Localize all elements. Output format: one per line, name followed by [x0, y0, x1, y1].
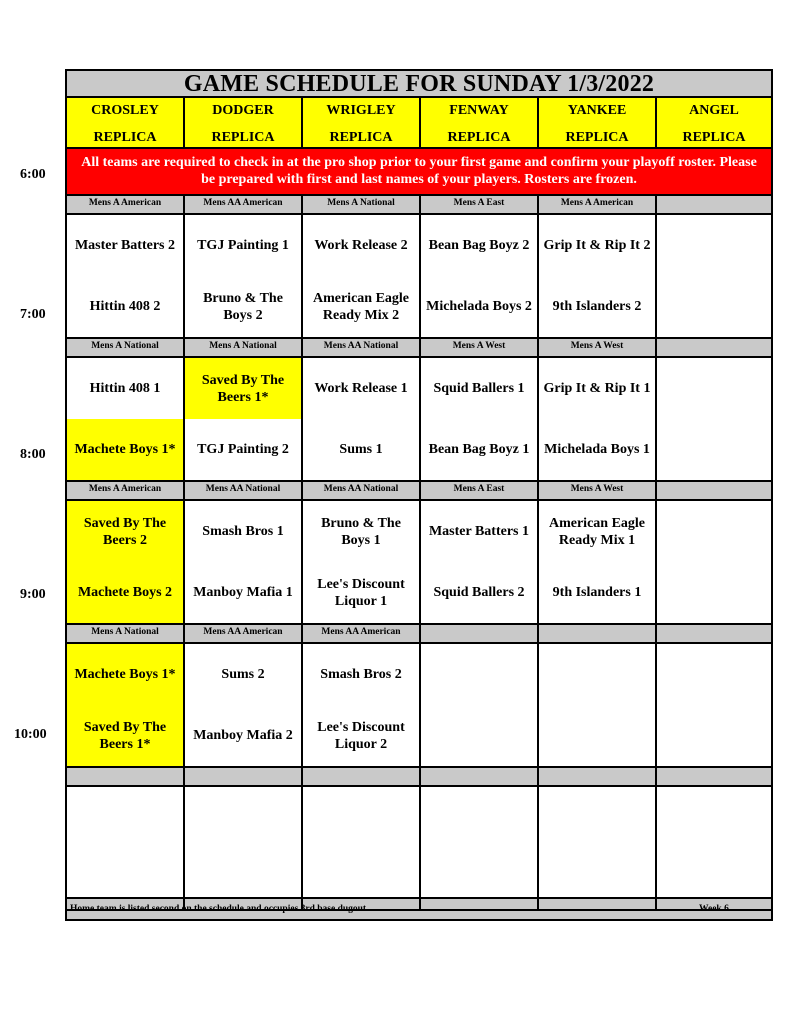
game-cell-away [421, 787, 539, 848]
game-cell-away [421, 215, 539, 276]
game-cell-away [657, 787, 771, 848]
field-subtitle: REPLICA [447, 130, 511, 145]
division-label: Mens AA American [303, 625, 421, 642]
schedule-title: GAME SCHEDULE FOR SUNDAY 1/3/2022 [67, 71, 771, 98]
team-name: Saved By The Beers 1* [201, 372, 285, 405]
division-label [657, 482, 771, 499]
team-name: TGJ Painting 1 [197, 238, 289, 253]
game-cell-home [67, 419, 185, 480]
game-cell-away [303, 358, 421, 419]
field-subtitle: REPLICA [682, 130, 746, 145]
team-name: Hittin 408 2 [89, 299, 161, 314]
team-name: Saved By The Beers 1* [83, 719, 167, 752]
game-cell-away [303, 787, 421, 848]
team-name: TGJ Painting 2 [197, 442, 289, 457]
game-cell-home [539, 276, 657, 337]
team-name: Michelada Boys 2 [426, 299, 532, 314]
division-label [539, 768, 657, 785]
game-cell-home [539, 848, 657, 909]
team-name: Machete Boys 1* [74, 667, 176, 682]
game-cell-away [421, 358, 539, 419]
team-name: Squid Ballers 1 [433, 381, 525, 396]
team-name: Smash Bros 2 [320, 667, 402, 682]
game-cell-away [67, 787, 185, 848]
game-cell-away [303, 644, 421, 705]
game-cell-home [67, 848, 185, 909]
game-cell-away [67, 215, 185, 276]
team-name: Lee's Discount Liquor 2 [317, 719, 405, 752]
game-cell-home [303, 419, 421, 480]
game-cell-home [657, 848, 771, 909]
field-subtitle: REPLICA [211, 130, 275, 145]
game-cell-home [421, 562, 539, 623]
game-cell-home [185, 562, 303, 623]
game-cell-home [303, 705, 421, 766]
game-cell-home [185, 848, 303, 909]
game-cell-home [539, 419, 657, 480]
time-label: 10:00 [14, 727, 47, 742]
division-label: Mens A West [539, 339, 657, 356]
game-cell-away [539, 644, 657, 705]
game-cell-away [185, 787, 303, 848]
game-cell-away [67, 358, 185, 419]
team-name: Grip It & Rip It 1 [543, 381, 651, 396]
division-label [421, 625, 539, 642]
division-label [657, 196, 771, 213]
game-cell-away [657, 501, 771, 562]
team-name: Squid Ballers 2 [433, 585, 525, 600]
team-name: American Eagle Ready Mix 2 [312, 290, 410, 323]
field-header-dodger [185, 98, 303, 147]
grid-line [67, 909, 771, 911]
game-cell-home [421, 419, 539, 480]
team-name: American Eagle Ready Mix 1 [548, 515, 646, 548]
team-name: Saved By The Beers 2 [83, 515, 167, 548]
team-name: 9th Islanders 2 [552, 299, 642, 314]
division-label: Mens A West [421, 339, 539, 356]
game-cell-home [657, 705, 771, 766]
division-label: Mens AA American [185, 625, 303, 642]
game-cell-away [539, 358, 657, 419]
team-name: Bruno & The Boys 2 [203, 290, 283, 323]
time-label: 6:00 [20, 167, 46, 182]
game-cell-away [657, 644, 771, 705]
field-header-fenway [421, 98, 539, 147]
field-header-wrigley [303, 98, 421, 147]
division-label: Mens A East [421, 196, 539, 213]
game-cell-home [657, 562, 771, 623]
game-cell-home [657, 276, 771, 337]
field-name: YANKEE [567, 103, 627, 118]
game-cell-away [185, 501, 303, 562]
field-subtitle: REPLICA [329, 130, 393, 145]
team-name: Work Release 2 [314, 238, 408, 253]
field-name: CROSLEY [91, 103, 159, 118]
team-name: Master Batters 1 [428, 524, 530, 539]
game-cell-away [421, 501, 539, 562]
game-cell-away [303, 215, 421, 276]
field-name: FENWAY [449, 103, 509, 118]
team-name: Grip It & Rip It 2 [543, 238, 651, 253]
game-cell-home [657, 419, 771, 480]
division-label: Mens A American [67, 196, 185, 213]
game-cell-home [421, 705, 539, 766]
division-label: Mens A National [185, 339, 303, 356]
team-name: Machete Boys 2 [77, 585, 173, 600]
game-cell-home [421, 276, 539, 337]
team-name: Bean Bag Boyz 1 [428, 442, 530, 457]
division-label [185, 768, 303, 785]
team-name: Michelada Boys 1 [544, 442, 650, 457]
field-header-crosley [67, 98, 185, 147]
team-name: Work Release 1 [314, 381, 408, 396]
time-label: 8:00 [20, 447, 46, 462]
division-label: Mens A East [421, 482, 539, 499]
division-label [421, 768, 539, 785]
game-cell-away [539, 215, 657, 276]
field-subtitle: REPLICA [93, 130, 157, 145]
game-cell-away [67, 501, 185, 562]
game-cell-away [185, 644, 303, 705]
division-label: Mens AA National [185, 482, 303, 499]
division-label: Mens AA National [303, 339, 421, 356]
game-cell-away [67, 644, 185, 705]
division-label [657, 339, 771, 356]
team-name: Hittin 408 1 [89, 381, 161, 396]
team-name: Sums 2 [221, 667, 265, 682]
division-label: Mens AA National [303, 482, 421, 499]
time-label: 9:00 [20, 587, 46, 602]
game-cell-home [303, 848, 421, 909]
team-name: Machete Boys 1* [74, 442, 176, 457]
division-label: Mens AA American [185, 196, 303, 213]
division-label [657, 768, 771, 785]
division-label [67, 768, 185, 785]
game-cell-home [185, 276, 303, 337]
game-cell-home [539, 705, 657, 766]
game-cell-home [67, 705, 185, 766]
game-cell-home [421, 848, 539, 909]
game-cell-away [657, 358, 771, 419]
game-cell-home [303, 276, 421, 337]
checkin-notice: All teams are required to check in at the pro shop prior to your first game and confirm your playoff roster. Please be prepared with first and last names of your players. Rosters are frozen. [67, 147, 771, 196]
team-name: 9th Islanders 1 [552, 585, 642, 600]
division-label: Mens A National [67, 625, 185, 642]
field-name: ANGEL [689, 103, 739, 118]
team-name: Bean Bag Boyz 2 [428, 238, 530, 253]
team-name: Bruno & The Boys 1 [321, 515, 401, 548]
team-name: Manboy Mafia 1 [193, 585, 293, 600]
team-name: Manboy Mafia 2 [193, 728, 293, 743]
field-header-angel [657, 98, 771, 147]
field-name: DODGER [212, 103, 274, 118]
game-cell-away [421, 644, 539, 705]
field-subtitle: REPLICA [565, 130, 629, 145]
game-cell-away [185, 215, 303, 276]
team-name: Sums 1 [339, 442, 383, 457]
game-cell-away [657, 215, 771, 276]
division-label: Mens A American [67, 482, 185, 499]
game-cell-home [185, 705, 303, 766]
division-label [303, 768, 421, 785]
division-label: Mens A American [539, 196, 657, 213]
game-cell-home [67, 562, 185, 623]
game-cell-away [539, 787, 657, 848]
division-label [539, 625, 657, 642]
schedule-sheet [65, 69, 773, 921]
game-cell-home [67, 276, 185, 337]
time-label: 7:00 [20, 307, 46, 322]
game-cell-home [185, 419, 303, 480]
team-name: Smash Bros 1 [202, 524, 284, 539]
division-label: Mens A West [539, 482, 657, 499]
field-header-yankee [539, 98, 657, 147]
team-name: Master Batters 2 [74, 238, 176, 253]
game-cell-away [303, 501, 421, 562]
division-label: Mens A National [303, 196, 421, 213]
division-label [657, 625, 771, 642]
team-name: Lee's Discount Liquor 1 [317, 576, 405, 609]
game-cell-away [539, 501, 657, 562]
field-name: WRIGLEY [326, 103, 396, 118]
game-cell-home [539, 562, 657, 623]
game-cell-away [185, 358, 303, 419]
division-label: Mens A National [67, 339, 185, 356]
game-cell-home [303, 562, 421, 623]
